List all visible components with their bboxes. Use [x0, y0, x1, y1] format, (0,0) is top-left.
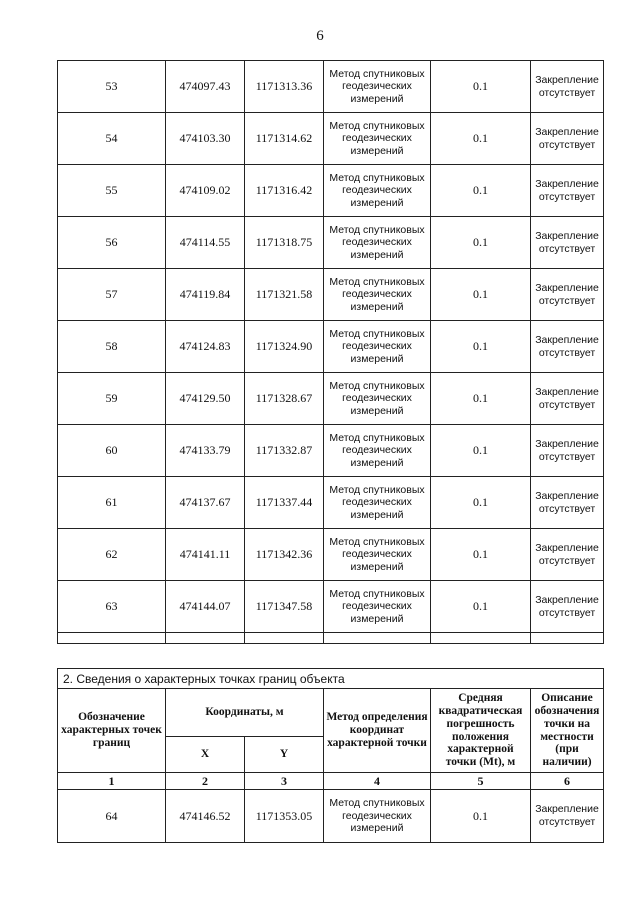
y-coordinate-cell: 1171337.44	[245, 477, 324, 529]
point-id-cell: 61	[58, 477, 166, 529]
empty-cell	[245, 633, 324, 644]
x-coordinate-cell: 474119.84	[166, 269, 245, 321]
description-cell: Закрепление отсутствует	[531, 217, 604, 269]
point-id-cell: 63	[58, 581, 166, 633]
x-coordinate-cell: 474137.67	[166, 477, 245, 529]
column-number: 4	[324, 773, 431, 790]
accuracy-cell: 0.1	[431, 529, 531, 581]
method-cell: Метод спутниковых геодезических измерений	[324, 165, 431, 217]
point-id-cell: 57	[58, 269, 166, 321]
table-row	[58, 61, 604, 113]
object-boundary-points-table	[57, 668, 604, 843]
description-cell: Закрепление отсутствует	[531, 425, 604, 477]
header-method: Метод определения координат характерной точки	[324, 689, 431, 773]
empty-cell	[58, 633, 166, 644]
accuracy-cell: 0.1	[431, 581, 531, 633]
description-cell: Закрепление отсутствует	[531, 321, 604, 373]
table-row	[58, 425, 604, 477]
y-coordinate-cell: 1171316.42	[245, 165, 324, 217]
accuracy-cell: 0.1	[431, 165, 531, 217]
point-id-cell: 60	[58, 425, 166, 477]
header-coordinates: Координаты, м	[166, 689, 324, 737]
description-cell: Закрепление отсутствует	[531, 373, 604, 425]
accuracy-cell: 0.1	[431, 425, 531, 477]
accuracy-cell: 0.1	[431, 477, 531, 529]
table-row	[58, 373, 604, 425]
x-coordinate-cell: 474103.30	[166, 113, 245, 165]
x-coordinate-cell: 474124.83	[166, 321, 245, 373]
y-coordinate-cell: 1171313.36	[245, 61, 324, 113]
method-cell: Метод спутниковых геодезических измерений	[324, 269, 431, 321]
column-number: 1	[58, 773, 166, 790]
accuracy-cell: 0.1	[431, 321, 531, 373]
empty-cell	[431, 633, 531, 644]
accuracy-cell: 0.1	[431, 269, 531, 321]
table-row	[58, 581, 604, 633]
method-cell: Метод спутниковых геодезических измерений	[324, 425, 431, 477]
header-accuracy: Средняя квадратическая погрешность положения характерной точки (Mt), м	[431, 689, 531, 773]
method-cell: Метод спутниковых геодезических измерений	[324, 790, 431, 843]
method-cell: Метод спутниковых геодезических измерений	[324, 373, 431, 425]
point-id-cell: 59	[58, 373, 166, 425]
table-row	[58, 790, 604, 843]
object-boundary-points-body	[58, 790, 604, 843]
header-x: X	[166, 737, 245, 773]
description-cell: Закрепление отсутствует	[531, 165, 604, 217]
table-row	[58, 477, 604, 529]
point-id-cell: 62	[58, 529, 166, 581]
y-coordinate-cell: 1171318.75	[245, 217, 324, 269]
x-coordinate-cell: 474141.11	[166, 529, 245, 581]
accuracy-cell: 0.1	[431, 61, 531, 113]
empty-cell	[531, 633, 604, 644]
table-row	[58, 113, 604, 165]
x-coordinate-cell: 474144.07	[166, 581, 245, 633]
y-coordinate-cell: 1171314.62	[245, 113, 324, 165]
table-caption: 2. Сведения о характерных точках границ объекта	[58, 669, 604, 689]
accuracy-cell: 0.1	[431, 373, 531, 425]
point-id-cell: 53	[58, 61, 166, 113]
y-coordinate-cell: 1171332.87	[245, 425, 324, 477]
method-cell: Метод спутниковых геодезических измерений	[324, 529, 431, 581]
empty-cell	[166, 633, 245, 644]
y-coordinate-cell: 1171353.05	[245, 790, 324, 843]
header-y: Y	[245, 737, 324, 773]
table-row	[58, 165, 604, 217]
method-cell: Метод спутниковых геодезических измерений	[324, 321, 431, 373]
header-point: Обозначение характерных точек границ	[58, 689, 166, 773]
table-row	[58, 217, 604, 269]
column-number: 2	[166, 773, 245, 790]
x-coordinate-cell: 474109.02	[166, 165, 245, 217]
method-cell: Метод спутниковых геодезических измерений	[324, 61, 431, 113]
boundary-points-table-continued	[57, 60, 604, 644]
table-row	[58, 321, 604, 373]
page-number: 6	[316, 28, 324, 44]
accuracy-cell: 0.1	[431, 790, 531, 843]
header-description: Описание обозначения точки на местности (при наличии)	[531, 689, 604, 773]
description-cell: Закрепление отсутствует	[531, 477, 604, 529]
x-coordinate-cell: 474114.55	[166, 217, 245, 269]
method-cell: Метод спутниковых геодезических измерений	[324, 581, 431, 633]
column-numbers-row	[58, 773, 604, 790]
accuracy-cell: 0.1	[431, 217, 531, 269]
y-coordinate-cell: 1171328.67	[245, 373, 324, 425]
description-cell: Закрепление отсутствует	[531, 790, 604, 843]
column-number: 5	[431, 773, 531, 790]
method-cell: Метод спутниковых геодезических измерений	[324, 477, 431, 529]
y-coordinate-cell: 1171347.58	[245, 581, 324, 633]
x-coordinate-cell: 474129.50	[166, 373, 245, 425]
x-coordinate-cell: 474146.52	[166, 790, 245, 843]
x-coordinate-cell: 474097.43	[166, 61, 245, 113]
x-coordinate-cell: 474133.79	[166, 425, 245, 477]
table-row	[58, 269, 604, 321]
point-id-cell: 58	[58, 321, 166, 373]
y-coordinate-cell: 1171324.90	[245, 321, 324, 373]
point-id-cell: 64	[58, 790, 166, 843]
description-cell: Закрепление отсутствует	[531, 113, 604, 165]
spacer-row	[58, 633, 604, 644]
y-coordinate-cell: 1171321.58	[245, 269, 324, 321]
point-id-cell: 56	[58, 217, 166, 269]
y-coordinate-cell: 1171342.36	[245, 529, 324, 581]
boundary-points-table-body	[58, 61, 604, 644]
point-id-cell: 55	[58, 165, 166, 217]
description-cell: Закрепление отсутствует	[531, 529, 604, 581]
method-cell: Метод спутниковых геодезических измерений	[324, 113, 431, 165]
column-number: 3	[245, 773, 324, 790]
table-row	[58, 529, 604, 581]
empty-cell	[324, 633, 431, 644]
accuracy-cell: 0.1	[431, 113, 531, 165]
column-number: 6	[531, 773, 604, 790]
point-id-cell: 54	[58, 113, 166, 165]
method-cell: Метод спутниковых геодезических измерений	[324, 217, 431, 269]
description-cell: Закрепление отсутствует	[531, 61, 604, 113]
description-cell: Закрепление отсутствует	[531, 581, 604, 633]
description-cell: Закрепление отсутствует	[531, 269, 604, 321]
